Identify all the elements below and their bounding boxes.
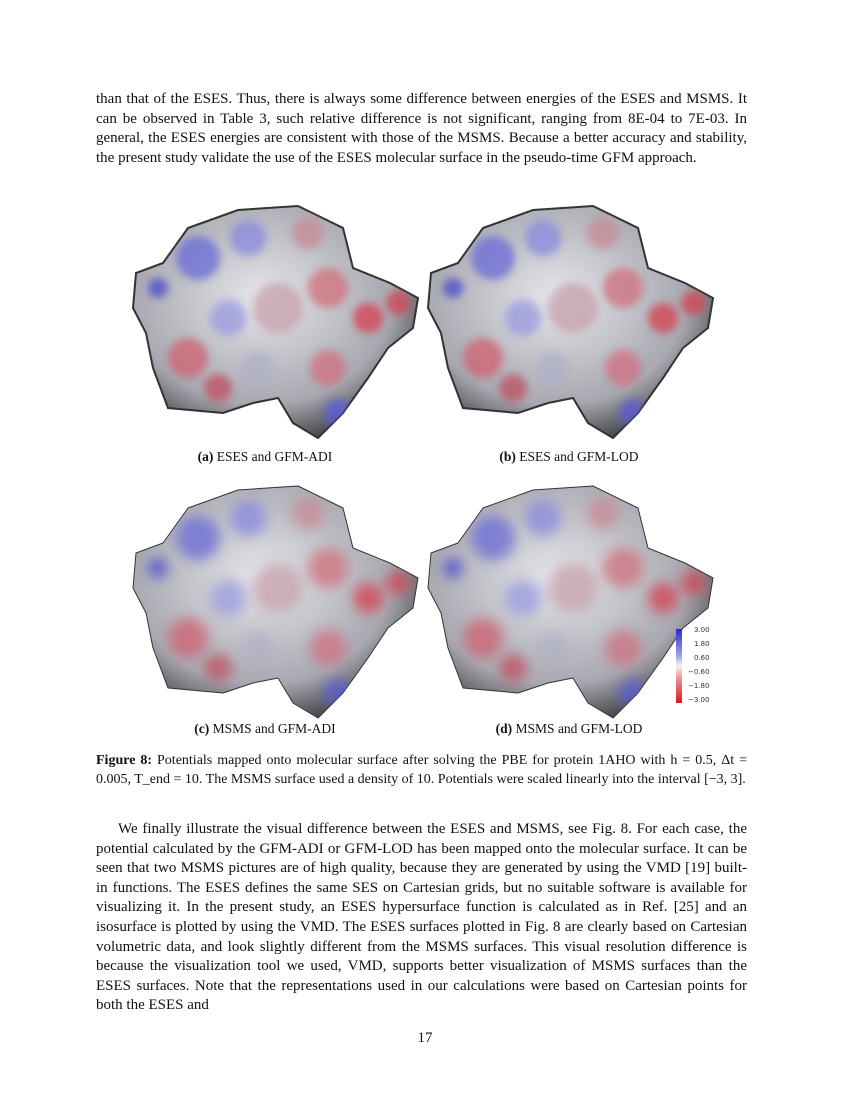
figure-c-msms-adi (128, 478, 423, 728)
molecular-surface-image (423, 198, 718, 448)
subcaption-label: MSMS and GFM-ADI (212, 721, 336, 736)
subcaption-label: ESES and GFM-LOD (519, 449, 639, 464)
paragraph-bottom: We finally illustrate the visual difference between the ESES and MSMS, see Fig. 8. For each case, the potential calculated by the GFM-ADI or GFM-LOD has been mapped onto the molecular surface. It can be seen that two MSMS pictures are of high quality, because they are generated by using the VMD [19] built-in functions. The ESES defines the same SES on Cartesian grids, but no suitable software is available for visualizing it. In the present study, an ESES hypersurface function is calculated as in Ref. [25] and an isosurface is plotted by using the VMD. The ESES surfaces plotted in Fig. 8 are clearly based on Cartesian volumetric data, and look slightly different from the MSMS surfaces. This visual resolution difference is because the visualization tool we used, VMD, supports better visualization of MSMS surfaces than the ESES surfaces. Note that the representations used in our calculations were based on Cartesian points for both the ESES and (96, 821, 747, 1014)
colorbar (674, 626, 734, 706)
subcaption-c (115, 721, 415, 737)
figure-b-eses-lod (423, 198, 718, 448)
figure-a-eses-adi (128, 198, 423, 448)
paragraph-top: than that of the ESES. Thus, there is always some difference between energies of the ESES and MSMS. It can be observed in Table 3, such relative difference is not significant, ranging from 8E-04 to 7E-03. In general, the ESES energies are consistent with those of the MSMS. Because a better accuracy and stability, the present study validate the use of the ESES molecular surface in the pseudo-time GFM approach. (96, 91, 747, 166)
molecular-surface-image (128, 198, 423, 448)
page-number: 17 (417, 1030, 433, 1046)
molecular-surface-image (128, 478, 423, 728)
subcaption-label: MSMS and GFM-LOD (515, 721, 643, 736)
subcaption-b (419, 449, 719, 465)
colorbar-label: −1.80 (688, 682, 710, 690)
subcaption-tag: (d) (495, 721, 513, 736)
subcaption-tag: (c) (194, 721, 210, 736)
colorbar-label: 0.60 (694, 654, 710, 662)
subcaption-a (115, 449, 415, 465)
subcaption-label: ESES and GFM-ADI (216, 449, 333, 464)
figure-caption (96, 752, 747, 789)
colorbar-label: −3.00 (688, 696, 710, 704)
subcaption-tag: (a) (197, 449, 214, 464)
subcaption-tag: (b) (499, 449, 516, 464)
subcaption-d (419, 721, 719, 737)
figure-caption-text: Potentials mapped onto molecular surface after solving the PBE for protein 1AHO with h = 0.5, Δt = 0.005, T_end = 10. The MSMS surface used a density of 10. Potentials were scaled linearly into the interval [−3, 3]. (96, 753, 747, 787)
colorbar-label: 3.00 (694, 626, 710, 634)
colorbar-gradient (676, 629, 682, 703)
colorbar-label: 1.80 (694, 640, 710, 648)
colorbar-label: −0.60 (688, 668, 710, 676)
figure-caption-label: Figure 8: (96, 753, 153, 768)
